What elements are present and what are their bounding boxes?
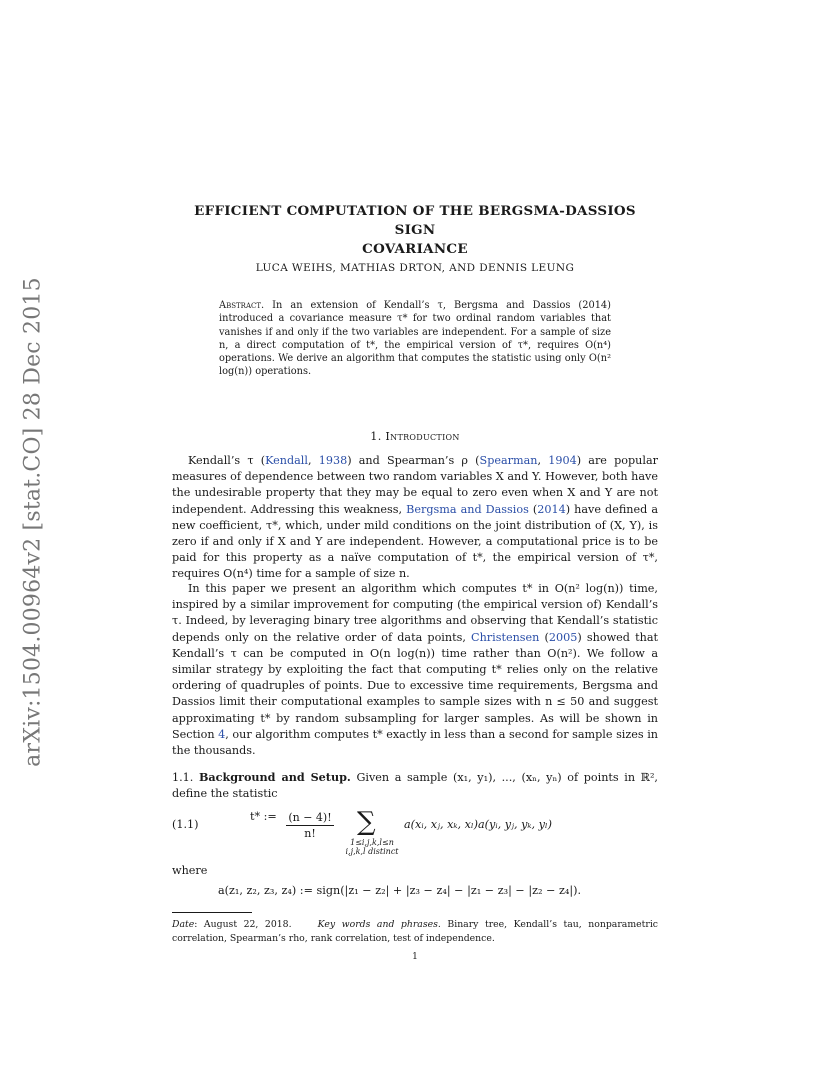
text-run: ,	[537, 454, 549, 467]
text-run: ) have defined a new coefficient, τ*, which, under mild conditions on the joint distribution of (X, Y), is zero if and only if X and Y are independent. However, a computational price is to be paid for this property as a naïve computation of t*, the empirical version of τ*, requires O(n⁴) time for a sample of size n.	[172, 502, 658, 581]
authors: LUCA WEIHS, MATHIAS DRTON, AND DENNIS LEUNG	[255, 262, 575, 274]
subsection-title: Background and Setup.	[198, 770, 351, 784]
text-run: (	[539, 630, 549, 644]
cite-bergsma-dassios-year[interactable]: 2014	[537, 502, 566, 516]
text-run: , our algorithm computes t* exactly in less than a second for sample sizes in the thousands.	[172, 727, 658, 758]
cite-spearman[interactable]: Spearman	[479, 454, 538, 467]
cite-kendall-year[interactable]: 1938	[318, 454, 348, 467]
section-title: Introduction	[385, 430, 460, 443]
section-heading	[172, 430, 658, 443]
a-definition: a(z₁, z₂, z₃, z₄) := sign(|z₁ − z₂| + |z₃ − z₄| − |z₁ − z₃| − |z₂ − z₄|).	[218, 884, 582, 897]
footnote-date: : August 22, 2018.	[194, 919, 292, 930]
text-run: Kendall’s τ (	[188, 454, 266, 467]
text-run: ) showed that Kendall’s τ can be computed in O(n log(n)) time rather than O(n²). We follow a similar strategy by exploiting the fact that computing t* relies only on the relative ordering of quadruples of points. Due to excessive time requirements, Bergsma and Dassios limit their computational examples to sample sizes with n ≤ 50 and suggest approximating t* by random subsampling for larger samples. As will be shown in Section	[172, 630, 658, 741]
cite-christensen[interactable]: Christensen	[471, 630, 540, 644]
abstract-label: Abstract.	[219, 300, 265, 311]
equation-fraction	[286, 811, 334, 840]
paragraph-1	[172, 453, 658, 583]
text-run: In this paper we present an algorithm which computes t* in O(n² log(n)) time, inspired by a similar improvement for computing (the empirical version of) Kendall’s τ. Indeed, by leveraging binary tree algorithms and observing that Kendall’s statistic depends only on the relative order of data points,	[172, 582, 658, 644]
fraction-numerator: (n − 4)!	[286, 811, 334, 826]
summation-range-line-1: 1≤i,j,k,l≤n	[350, 838, 394, 847]
subsection-paragraph	[172, 769, 658, 802]
summation-range-line-2: i,j,k,l distinct	[345, 847, 399, 856]
text-run: ) are popular measures of dependence between two random variables X and Y. However, both have the undesirable property that they may be equal to zero even when X and Y are not independent. Addressing this weakness,	[172, 454, 658, 516]
subsection-number: 1.1.	[172, 771, 194, 784]
text-run: (	[528, 502, 538, 516]
footnote-rule	[172, 912, 252, 913]
paragraph-2	[172, 581, 658, 759]
summation-range	[336, 838, 408, 856]
footnote	[172, 918, 658, 946]
cite-christensen-year[interactable]: 2005	[548, 630, 578, 644]
equation-lhs: t* :=	[250, 810, 277, 823]
abstract-text: In an extension of Kendall’s τ, Bergsma and Dassios (2014) introduced a covariance measure τ* for two ordinal random variables that vanishes if and only if the two variables are independent. For a sample of size n, a direct computation of t*, the empirical version of τ*, requires O(n⁴) operations. We derive an algorithm that computes the statistic using only O(n² log(n)) operations.	[219, 300, 611, 378]
cite-bergsma-dassios[interactable]: Bergsma and Dassios	[406, 502, 529, 516]
section-number: 1.	[370, 430, 382, 443]
summation-sign: ∑	[357, 807, 376, 837]
footnote-keywords: Binary tree, Kendall’s tau, nonparametric correlation, Spearman’s rho, rank correlation, test of independence.	[172, 919, 658, 944]
fraction-denominator: n!	[304, 827, 316, 840]
section-ref-4[interactable]: 4	[218, 727, 226, 741]
paper-title	[172, 202, 658, 259]
arxiv-id: arXiv:1504.00964v2 [stat.CO] 28 Dec 2015	[20, 277, 46, 767]
subsection-text: Given a sample (x₁, y₁), ..., (xₙ, yₙ) of points in ℝ², define the statistic	[172, 771, 658, 801]
equation-label: (1.1)	[172, 818, 199, 831]
page-number: 1	[412, 952, 418, 962]
title-line-2: COVARIANCE	[362, 241, 468, 257]
equation-summand: a(xᵢ, xⱼ, xₖ, xₗ)a(yᵢ, yⱼ, yₖ, yₗ)	[404, 818, 552, 831]
title-line-1: EFFICIENT COMPUTATION OF THE BERGSMA-DASSIOS SIGN	[194, 203, 636, 238]
footnote-keywords-label: Key words and phrases.	[317, 919, 441, 930]
where-label: where	[172, 864, 208, 877]
text-run: ,	[307, 454, 319, 467]
cite-kendall[interactable]: Kendall	[265, 454, 308, 467]
arxiv-sidebar	[8, 277, 58, 767]
footnote-date-label: Date	[172, 919, 195, 930]
cite-spearman-year[interactable]: 1904	[548, 454, 577, 467]
text-run: ) and Spearman’s ρ (	[347, 454, 480, 467]
abstract	[219, 299, 611, 379]
